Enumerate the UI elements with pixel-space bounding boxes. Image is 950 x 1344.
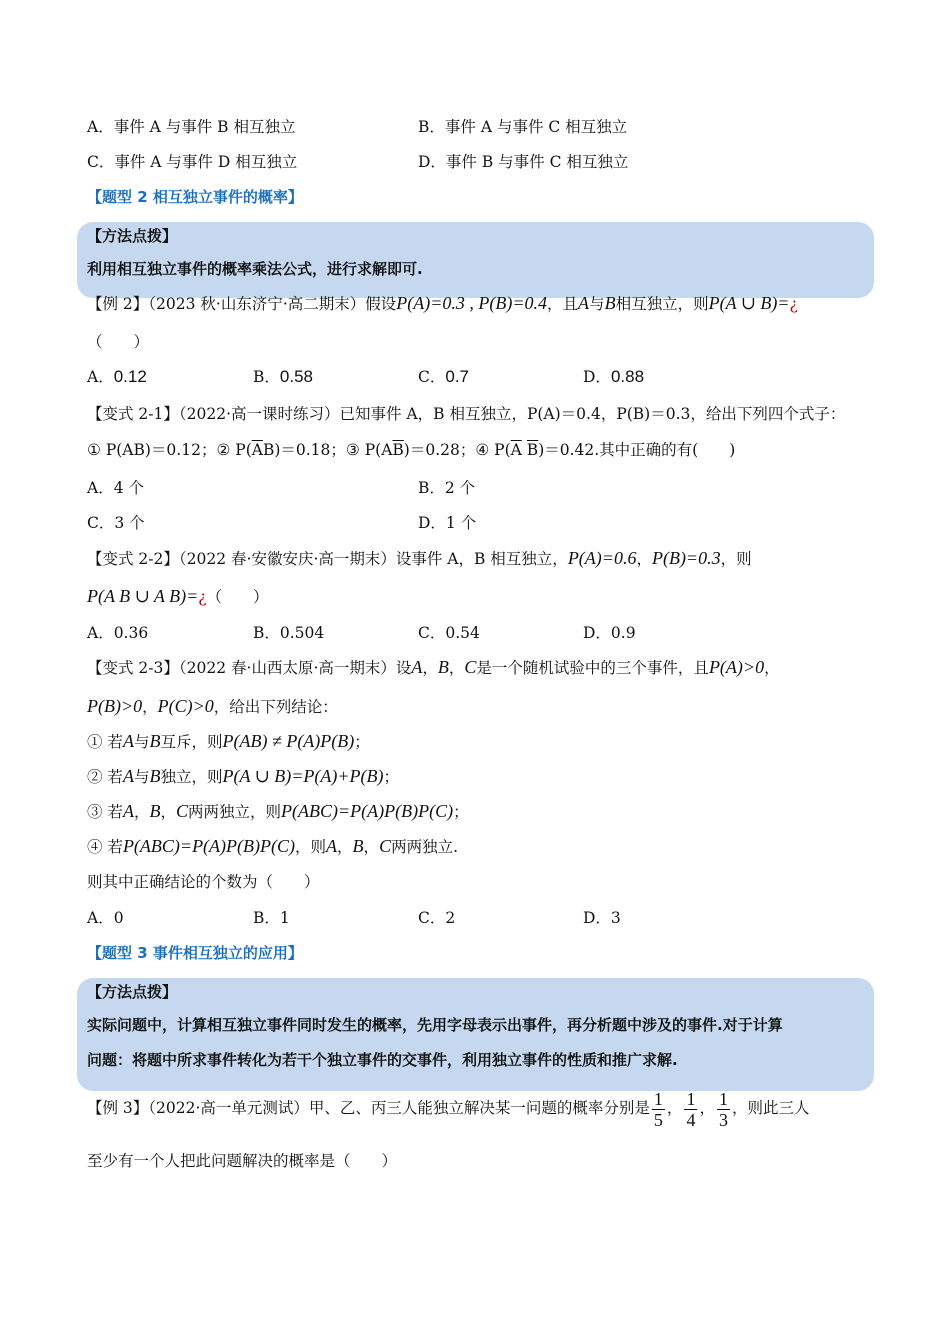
var22-option-b: B．0.504 xyxy=(253,624,325,642)
var23-option-d: D．3 xyxy=(583,909,621,927)
variant23-stem: 【变式 2-3】（2022 春·山西太原·高一期末）设A，B，C是一个随机试验中的三个事件，且P(A)>0， xyxy=(87,657,780,677)
variant22-formula: P(A B ∪ A B)=¿（ ） xyxy=(87,586,269,606)
method-text-type3-line1: 实际问题中，计算相互独立事件同时发生的概率，先用字母表示出事件，再分析题中涉及的事件.对于计算 xyxy=(87,1016,783,1034)
ex2-option-a: A．0.12 xyxy=(87,367,147,386)
variant23-question: 则其中正确结论的个数为（ ） xyxy=(87,873,320,891)
example3-question: 至少有一个人把此问题解决的概率是（ ） xyxy=(87,1152,398,1170)
variant23-conditions: P(B)>0，P(C)>0，给出下列结论： xyxy=(87,696,338,716)
variant21-formulas: ① P(AB)＝0.12；② $P(\overline{A}B)=0.18$；③ $P(A\overline{B})=0.28$；④ $P(\overline{A}$ $\overline{B})=0.42$.其中正确的有( ) xyxy=(87,441,736,459)
var21-option-c: C．3 个 xyxy=(87,514,145,532)
var22-option-a: A．0.36 xyxy=(87,624,149,642)
var21-option-a: A．4 个 xyxy=(87,479,144,497)
method-text-type2: 利用相互独立事件的概率乘法公式，进行求解即可. xyxy=(87,260,423,278)
method-title-type2: 【方法点拨】 xyxy=(87,227,178,245)
fraction-1-3: $\frac{1}{3}$ xyxy=(718,1088,728,1130)
var22-option-c: C．0.54 xyxy=(418,624,480,642)
method-title-type3: 【方法点拨】 xyxy=(87,983,178,1001)
var21-option-b: B．2 个 xyxy=(418,479,476,497)
variant21-stem: 【变式 2-1】（2022·高一课时练习）已知事件 A，B 相互独立，P(A)＝0.4，P(B)＝0.3，给出下列四个式子： xyxy=(87,405,846,423)
option-a: A．事件 A 与事件 B 相互独立 xyxy=(87,118,296,136)
method-text-type3-line2: 问题：将题中所求事件转化为若干个独立事件的交事件，利用独立事件的性质和推广求解. xyxy=(87,1051,678,1069)
example2-paren: （ ） xyxy=(87,333,150,351)
fraction-1-4: $\frac{1}{4}$ xyxy=(686,1088,696,1130)
type2-heading: 【题型 2 相互独立事件的概率】 xyxy=(87,188,303,206)
statement-4: ④ 若P(ABC)=P(A)P(B)P(C)，则A，B，C两两独立. xyxy=(87,836,459,856)
ex2-option-b: B．0.58 xyxy=(253,367,313,386)
example2-stem: 【例 2】（2023 秋·山东济宁·高二期末）假设P(A)=0.3 , P(B)=0.4，且A与B相互独立，则P(A ∪ B)=¿ xyxy=(87,293,798,313)
ex2-option-c: C．0.7 xyxy=(418,367,470,386)
var23-option-a: A．0 xyxy=(87,909,124,927)
example3-stem: 【例 3】（2022·高一单元测试）甲、乙、丙三人能独立解决某一问题的概率分别是 $\frac{1}{5}$ ， $\frac{1}{4}$ ， $\frac{1}{3}$ ，则此三人 xyxy=(87,1088,810,1130)
statement-1: ① 若A与B互斥，则P(AB) ≠ P(A)P(B)； xyxy=(87,731,370,751)
statement-2: ② 若A与B独立，则P(A ∪ B)=P(A)+P(B)； xyxy=(87,766,399,786)
type3-heading: 【题型 3 事件相互独立的应用】 xyxy=(87,944,303,962)
option-d: D．事件 B 与事件 C 相互独立 xyxy=(418,153,629,171)
var22-option-d: D．0.9 xyxy=(583,624,636,642)
var21-option-d: D．1 个 xyxy=(418,514,477,532)
statement-3: ③ 若A，B，C两两独立，则P(ABC)=P(A)P(B)P(C)； xyxy=(87,801,469,821)
option-c: C．事件 A 与事件 D 相互独立 xyxy=(87,153,298,171)
fraction-1-5: $\frac{1}{5}$ xyxy=(653,1088,663,1130)
var23-option-b: B．1 xyxy=(253,909,290,927)
var23-option-c: C．2 xyxy=(418,909,456,927)
option-b: B．事件 A 与事件 C 相互独立 xyxy=(418,118,628,136)
variant22-stem: 【变式 2-2】（2022 春·安徽安庆·高一期末）设事件 A，B 相互独立，P(A)=0.6，P(B)=0.3，则 xyxy=(87,548,752,568)
ex2-option-d: D．0.88 xyxy=(583,367,645,386)
